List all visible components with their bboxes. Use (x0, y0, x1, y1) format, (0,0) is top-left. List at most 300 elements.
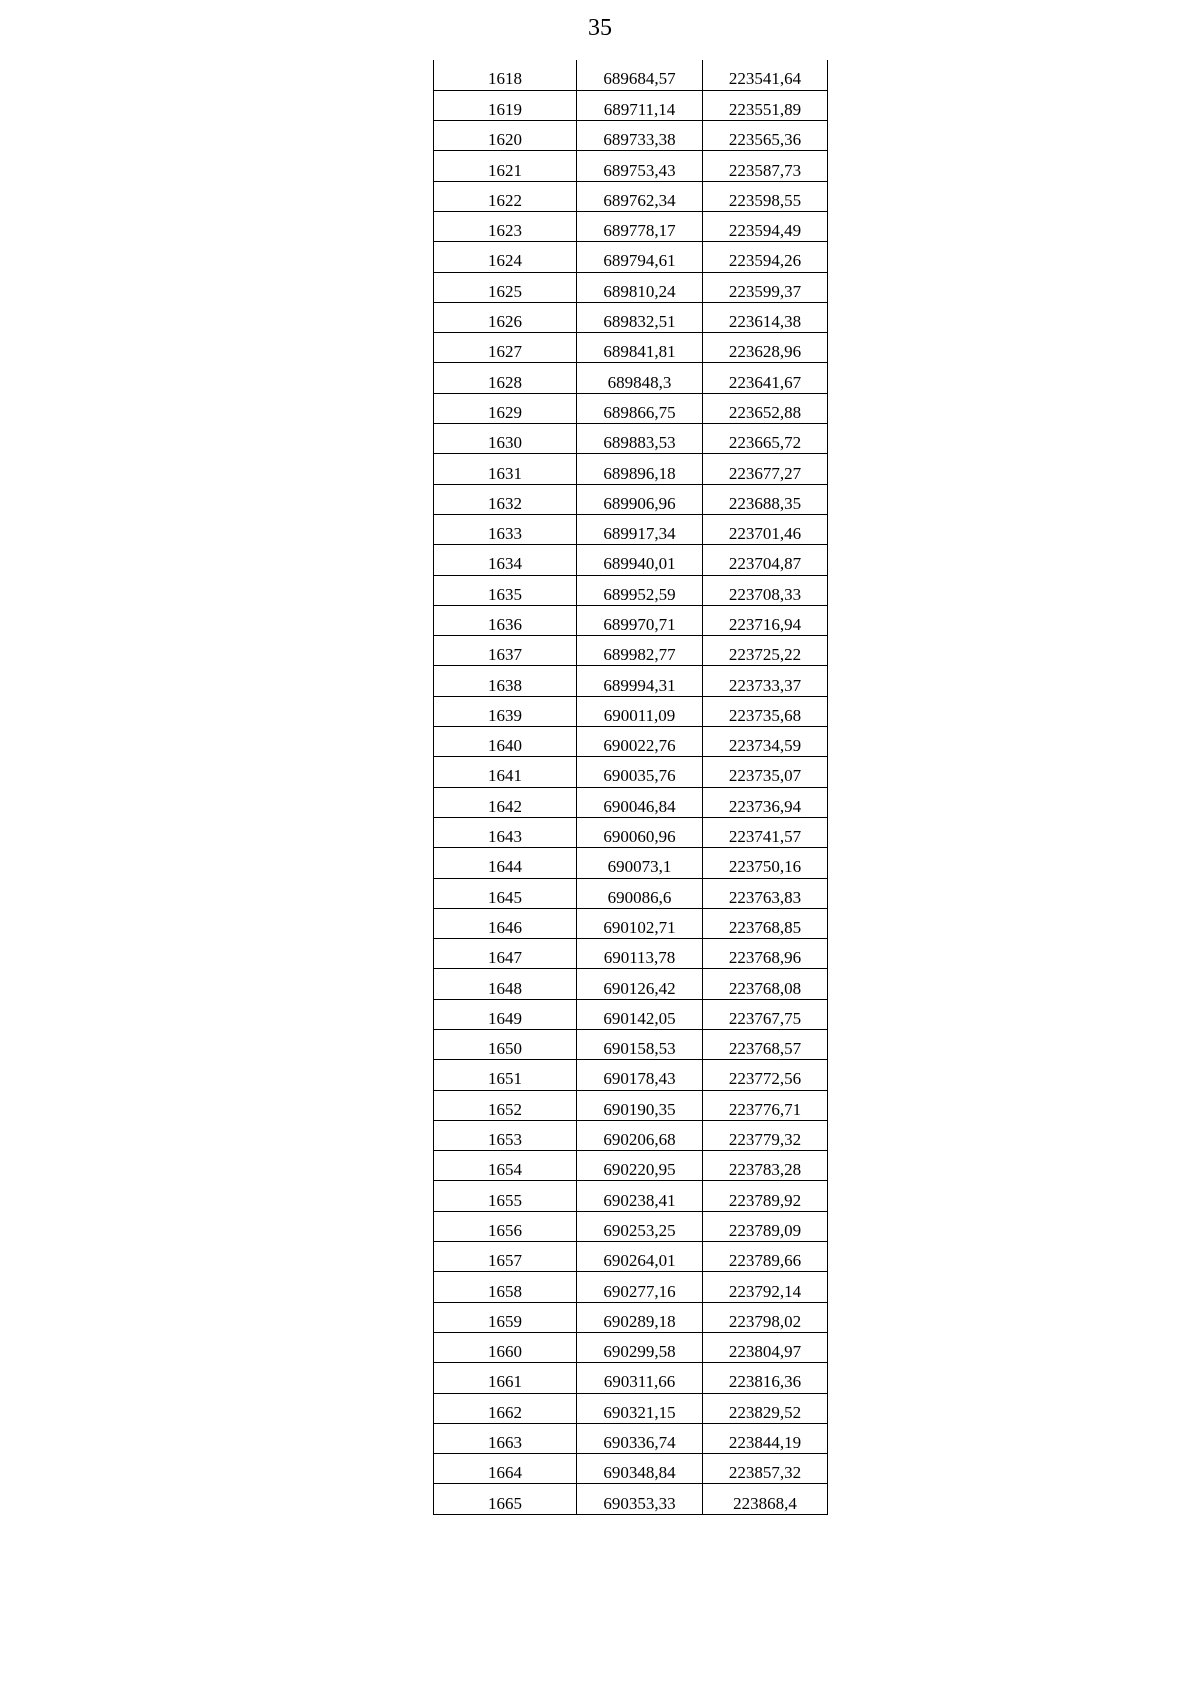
x-coordinate-text: 690348,84 (603, 1463, 676, 1483)
x-coordinate-cell (577, 151, 703, 181)
point-number-cell (434, 90, 577, 120)
y-coordinate-cell (703, 666, 828, 696)
x-coordinate-cell (577, 1181, 703, 1211)
x-coordinate-cell (577, 757, 703, 787)
y-coordinate-text: 223701,46 (728, 524, 802, 544)
point-number-cell (434, 60, 577, 90)
x-coordinate-cell (577, 242, 703, 272)
point-number-cell (434, 999, 577, 1029)
table-row (434, 969, 828, 999)
point-number-text: 1629 (488, 402, 522, 422)
x-coordinate-cell (577, 605, 703, 635)
x-coordinate-cell (577, 272, 703, 302)
x-coordinate-cell (577, 1454, 703, 1484)
coordinates-table (433, 60, 828, 1515)
point-number-cell (434, 1454, 577, 1484)
y-coordinate-cell (703, 999, 828, 1029)
y-coordinate-cell (703, 545, 828, 575)
point-number-cell (434, 666, 577, 696)
y-coordinate-text: 223599,37 (728, 281, 802, 301)
point-number-text: 1639 (488, 705, 522, 725)
table-row (434, 424, 828, 454)
x-coordinate-cell (577, 969, 703, 999)
y-coordinate-cell (703, 1030, 828, 1060)
x-coordinate-text: 690086,6 (607, 887, 672, 907)
x-coordinate-text: 689778,17 (603, 221, 676, 241)
x-coordinate-text: 689841,81 (603, 342, 676, 362)
point-number-text: 1620 (488, 130, 522, 150)
x-coordinate-cell (577, 1090, 703, 1120)
y-coordinate-cell (703, 727, 828, 757)
point-number-cell (434, 1423, 577, 1453)
x-coordinate-cell (577, 787, 703, 817)
x-coordinate-cell (577, 514, 703, 544)
x-coordinate-text: 690142,05 (603, 1008, 676, 1028)
x-coordinate-text: 690178,43 (603, 1069, 676, 1089)
point-number-cell (434, 121, 577, 151)
x-coordinate-cell (577, 363, 703, 393)
point-number-cell (434, 1302, 577, 1332)
point-number-text: 1636 (488, 614, 522, 634)
point-number-text: 1655 (488, 1190, 522, 1210)
x-coordinate-cell (577, 1332, 703, 1362)
x-coordinate-text: 689733,38 (603, 130, 676, 150)
y-coordinate-text: 223768,85 (728, 917, 802, 937)
point-number-cell (434, 1060, 577, 1090)
y-coordinate-text: 223789,66 (728, 1251, 802, 1271)
x-coordinate-text: 690126,42 (603, 978, 676, 998)
table-row (434, 1484, 828, 1514)
y-coordinate-cell (703, 878, 828, 908)
point-number-cell (434, 817, 577, 847)
y-coordinate-text: 223587,73 (728, 160, 802, 180)
point-number-cell (434, 575, 577, 605)
point-number-text: 1659 (488, 1311, 522, 1331)
y-coordinate-cell (703, 787, 828, 817)
y-coordinate-text: 223628,96 (728, 342, 802, 362)
table-row (434, 878, 828, 908)
point-number-text: 1647 (488, 948, 522, 968)
y-coordinate-text: 223750,16 (728, 857, 802, 877)
x-coordinate-text: 689762,34 (603, 190, 676, 210)
coordinates-table-body (434, 60, 828, 1514)
table-row (434, 363, 828, 393)
table-row (434, 302, 828, 332)
y-coordinate-text: 223816,36 (728, 1372, 802, 1392)
point-number-cell (434, 333, 577, 363)
y-coordinate-text: 223725,22 (728, 645, 802, 665)
point-number-text: 1634 (488, 554, 522, 574)
x-coordinate-text: 689794,61 (603, 251, 676, 271)
point-number-cell (434, 1363, 577, 1393)
x-coordinate-text: 690336,74 (603, 1433, 676, 1452)
table-row (434, 545, 828, 575)
page-number: 35 (588, 15, 612, 41)
point-number-cell (434, 1120, 577, 1150)
y-coordinate-cell (703, 1393, 828, 1423)
point-number-text: 1651 (488, 1069, 522, 1089)
table-row (434, 1211, 828, 1241)
point-number-text: 1662 (488, 1402, 522, 1422)
y-coordinate-cell (703, 1272, 828, 1302)
y-coordinate-text: 223768,96 (728, 948, 802, 968)
table-row (434, 121, 828, 151)
point-number-cell (434, 787, 577, 817)
x-coordinate-text: 690060,96 (603, 827, 676, 847)
y-coordinate-cell (703, 908, 828, 938)
table-row (434, 696, 828, 726)
y-coordinate-cell (703, 817, 828, 847)
y-coordinate-cell (703, 1090, 828, 1120)
x-coordinate-text: 689866,75 (603, 402, 676, 422)
x-coordinate-cell (577, 908, 703, 938)
point-number-cell (434, 939, 577, 969)
x-coordinate-text: 689684,57 (603, 69, 676, 89)
x-coordinate-cell (577, 575, 703, 605)
x-coordinate-cell (577, 878, 703, 908)
x-coordinate-cell (577, 696, 703, 726)
y-coordinate-text: 223829,52 (728, 1402, 802, 1422)
y-coordinate-text: 223614,38 (728, 312, 802, 332)
x-coordinate-cell (577, 666, 703, 696)
y-coordinate-cell (703, 575, 828, 605)
y-coordinate-text: 223741,57 (728, 827, 802, 847)
table-row (434, 999, 828, 1029)
x-coordinate-text: 689832,51 (603, 312, 676, 332)
x-coordinate-text: 690353,33 (603, 1493, 676, 1513)
point-number-cell (434, 1393, 577, 1423)
point-number-text: 1622 (488, 190, 522, 210)
table-row (434, 817, 828, 847)
y-coordinate-cell (703, 393, 828, 423)
point-number-text: 1650 (488, 1039, 522, 1059)
y-coordinate-cell (703, 514, 828, 544)
table-row (434, 211, 828, 241)
point-number-text: 1640 (488, 736, 522, 756)
table-row (434, 333, 828, 363)
x-coordinate-text: 690253,25 (603, 1220, 676, 1240)
point-number-cell (434, 848, 577, 878)
table-row (434, 1423, 828, 1453)
table-row (434, 1120, 828, 1150)
point-number-text: 1656 (488, 1220, 522, 1240)
point-number-cell (434, 1211, 577, 1241)
y-coordinate-text: 223735,07 (728, 766, 802, 786)
x-coordinate-cell (577, 939, 703, 969)
table-row (434, 605, 828, 635)
x-coordinate-cell (577, 393, 703, 423)
y-coordinate-cell (703, 1302, 828, 1332)
x-coordinate-text: 690035,76 (603, 766, 676, 786)
x-coordinate-text: 690220,95 (603, 1160, 676, 1180)
x-coordinate-text: 690011,09 (603, 705, 676, 725)
point-number-cell (434, 1151, 577, 1181)
point-number-text: 1658 (488, 1281, 522, 1301)
table-row (434, 1060, 828, 1090)
point-number-text: 1665 (488, 1493, 522, 1513)
y-coordinate-text: 223677,27 (728, 463, 802, 483)
point-number-cell (434, 424, 577, 454)
y-coordinate-cell (703, 363, 828, 393)
x-coordinate-cell (577, 1120, 703, 1150)
table-row (434, 181, 828, 211)
y-coordinate-text: 223565,36 (728, 130, 802, 150)
point-number-text: 1626 (488, 312, 522, 332)
table-row (434, 636, 828, 666)
point-number-text: 1649 (488, 1008, 522, 1028)
table-row (434, 1302, 828, 1332)
point-number-text: 1641 (488, 766, 522, 786)
table-row (434, 90, 828, 120)
x-coordinate-cell (577, 1423, 703, 1453)
point-number-cell (434, 151, 577, 181)
y-coordinate-text: 223798,02 (728, 1311, 802, 1331)
point-number-text: 1648 (488, 978, 522, 998)
y-coordinate-text: 223768,08 (728, 978, 802, 998)
point-number-text: 1652 (488, 1099, 522, 1119)
table-row (434, 1181, 828, 1211)
y-coordinate-text: 223776,71 (728, 1099, 802, 1119)
point-number-text: 1623 (488, 221, 522, 241)
table-row (434, 908, 828, 938)
point-number-text: 1633 (488, 524, 522, 544)
point-number-text: 1660 (488, 1342, 522, 1362)
y-coordinate-cell (703, 1363, 828, 1393)
x-coordinate-cell (577, 1484, 703, 1514)
point-number-text: 1661 (488, 1372, 522, 1392)
y-coordinate-cell (703, 121, 828, 151)
table-row (434, 939, 828, 969)
point-number-cell (434, 1332, 577, 1362)
x-coordinate-text: 690113,78 (603, 948, 676, 968)
y-coordinate-cell (703, 848, 828, 878)
y-coordinate-cell (703, 1060, 828, 1090)
y-coordinate-cell (703, 302, 828, 332)
y-coordinate-text: 223733,37 (728, 675, 802, 695)
table-row (434, 1242, 828, 1272)
point-number-text: 1664 (488, 1463, 522, 1483)
y-coordinate-cell (703, 242, 828, 272)
y-coordinate-cell (703, 939, 828, 969)
x-coordinate-cell (577, 1060, 703, 1090)
point-number-cell (434, 908, 577, 938)
table-row (434, 1393, 828, 1423)
point-number-text: 1631 (488, 463, 522, 483)
x-coordinate-text: 689883,53 (603, 433, 676, 453)
x-coordinate-text: 689940,01 (603, 554, 676, 574)
point-number-cell (434, 1090, 577, 1120)
y-coordinate-cell (703, 151, 828, 181)
x-coordinate-text: 689982,77 (603, 645, 676, 665)
y-coordinate-text: 223783,28 (728, 1160, 802, 1180)
point-number-text: 1646 (488, 917, 522, 937)
point-number-cell (434, 605, 577, 635)
y-coordinate-text: 223736,94 (728, 796, 802, 816)
point-number-text: 1635 (488, 584, 522, 604)
table-row (434, 60, 828, 90)
x-coordinate-text: 689848,3 (607, 372, 672, 392)
table-row (434, 272, 828, 302)
y-coordinate-text: 223598,55 (728, 190, 802, 210)
point-number-text: 1638 (488, 675, 522, 695)
x-coordinate-cell (577, 424, 703, 454)
point-number-cell (434, 242, 577, 272)
x-coordinate-text: 689917,34 (603, 524, 676, 544)
y-coordinate-text: 223688,35 (728, 493, 802, 513)
x-coordinate-cell (577, 484, 703, 514)
x-coordinate-cell (577, 999, 703, 1029)
point-number-text: 1663 (488, 1433, 522, 1452)
x-coordinate-cell (577, 211, 703, 241)
y-coordinate-cell (703, 1211, 828, 1241)
point-number-text: 1627 (488, 342, 522, 362)
y-coordinate-text: 223594,26 (728, 251, 802, 271)
point-number-text: 1653 (488, 1130, 522, 1150)
x-coordinate-cell (577, 60, 703, 90)
y-coordinate-text: 223665,72 (728, 433, 802, 453)
table-row (434, 484, 828, 514)
x-coordinate-cell (577, 727, 703, 757)
y-coordinate-cell (703, 333, 828, 363)
x-coordinate-text: 690022,76 (603, 736, 676, 756)
point-number-cell (434, 757, 577, 787)
point-number-text: 1630 (488, 433, 522, 453)
point-number-text: 1654 (488, 1160, 522, 1180)
y-coordinate-text: 223541,64 (728, 69, 802, 89)
point-number-text: 1618 (488, 69, 522, 89)
x-coordinate-text: 690073,1 (607, 857, 672, 877)
x-coordinate-text: 690238,41 (603, 1190, 676, 1210)
x-coordinate-cell (577, 1151, 703, 1181)
y-coordinate-text: 223734,59 (728, 736, 802, 756)
y-coordinate-text: 223735,68 (728, 705, 802, 725)
x-coordinate-text: 689753,43 (603, 160, 676, 180)
x-coordinate-text: 690102,71 (603, 917, 676, 937)
x-coordinate-text: 690264,01 (603, 1251, 676, 1271)
y-coordinate-text: 223594,49 (728, 221, 802, 241)
point-number-cell (434, 514, 577, 544)
x-coordinate-text: 690299,58 (603, 1342, 676, 1362)
point-number-text: 1645 (488, 887, 522, 907)
table-row (434, 727, 828, 757)
x-coordinate-text: 690321,15 (603, 1402, 676, 1422)
y-coordinate-cell (703, 1332, 828, 1362)
y-coordinate-cell (703, 1454, 828, 1484)
y-coordinate-cell (703, 484, 828, 514)
y-coordinate-text: 223763,83 (728, 887, 802, 907)
y-coordinate-cell (703, 605, 828, 635)
point-number-text: 1632 (488, 493, 522, 513)
point-number-cell (434, 1272, 577, 1302)
point-number-cell (434, 545, 577, 575)
x-coordinate-cell (577, 454, 703, 484)
point-number-text: 1644 (488, 857, 522, 877)
point-number-cell (434, 636, 577, 666)
x-coordinate-cell (577, 1272, 703, 1302)
y-coordinate-cell (703, 181, 828, 211)
y-coordinate-cell (703, 424, 828, 454)
x-coordinate-text: 689952,59 (603, 584, 676, 604)
y-coordinate-text: 223844,19 (728, 1433, 802, 1452)
table-row (434, 1332, 828, 1362)
x-coordinate-cell (577, 1211, 703, 1241)
point-number-cell (434, 696, 577, 726)
y-coordinate-cell (703, 969, 828, 999)
table-row (434, 1151, 828, 1181)
point-number-cell (434, 454, 577, 484)
y-coordinate-cell (703, 454, 828, 484)
y-coordinate-cell (703, 1181, 828, 1211)
x-coordinate-cell (577, 1302, 703, 1332)
x-coordinate-text: 689906,96 (603, 493, 676, 513)
point-number-cell (434, 969, 577, 999)
y-coordinate-text: 223857,32 (728, 1463, 802, 1483)
x-coordinate-cell (577, 545, 703, 575)
point-number-cell (434, 302, 577, 332)
table-row (434, 1363, 828, 1393)
table-row (434, 575, 828, 605)
point-number-cell (434, 363, 577, 393)
y-coordinate-text: 223652,88 (728, 402, 802, 422)
y-coordinate-text: 223768,57 (728, 1039, 802, 1059)
point-number-text: 1642 (488, 796, 522, 816)
x-coordinate-cell (577, 1393, 703, 1423)
point-number-cell (434, 727, 577, 757)
table-row (434, 848, 828, 878)
y-coordinate-text: 223716,94 (728, 614, 802, 634)
x-coordinate-text: 689810,24 (603, 281, 676, 301)
y-coordinate-text: 223708,33 (728, 584, 802, 604)
y-coordinate-cell (703, 60, 828, 90)
y-coordinate-text: 223704,87 (728, 554, 802, 574)
x-coordinate-cell (577, 817, 703, 847)
y-coordinate-cell (703, 696, 828, 726)
y-coordinate-cell (703, 636, 828, 666)
x-coordinate-text: 689711,14 (603, 99, 676, 119)
y-coordinate-text: 223779,32 (728, 1130, 802, 1150)
point-number-text: 1628 (488, 372, 522, 392)
table-row (434, 514, 828, 544)
point-number-text: 1657 (488, 1251, 522, 1271)
x-coordinate-text: 690277,16 (603, 1281, 676, 1301)
x-coordinate-text: 690206,68 (603, 1130, 676, 1150)
y-coordinate-cell (703, 90, 828, 120)
point-number-text: 1621 (488, 160, 522, 180)
x-coordinate-cell (577, 1242, 703, 1272)
point-number-text: 1643 (488, 827, 522, 847)
x-coordinate-cell (577, 636, 703, 666)
point-number-cell (434, 393, 577, 423)
table-row (434, 151, 828, 181)
table-row (434, 757, 828, 787)
table-row (434, 787, 828, 817)
y-coordinate-cell (703, 1151, 828, 1181)
x-coordinate-cell (577, 333, 703, 363)
x-coordinate-text: 689994,31 (603, 675, 676, 695)
y-coordinate-cell (703, 1423, 828, 1453)
point-number-text: 1624 (488, 251, 522, 271)
x-coordinate-text: 689970,71 (603, 614, 676, 634)
table-row (434, 1454, 828, 1484)
x-coordinate-cell (577, 181, 703, 211)
x-coordinate-cell (577, 90, 703, 120)
y-coordinate-text: 223789,92 (728, 1190, 802, 1210)
point-number-cell (434, 211, 577, 241)
y-coordinate-cell (703, 272, 828, 302)
y-coordinate-text: 223551,89 (728, 99, 802, 119)
y-coordinate-cell (703, 1484, 828, 1514)
table-row (434, 666, 828, 696)
